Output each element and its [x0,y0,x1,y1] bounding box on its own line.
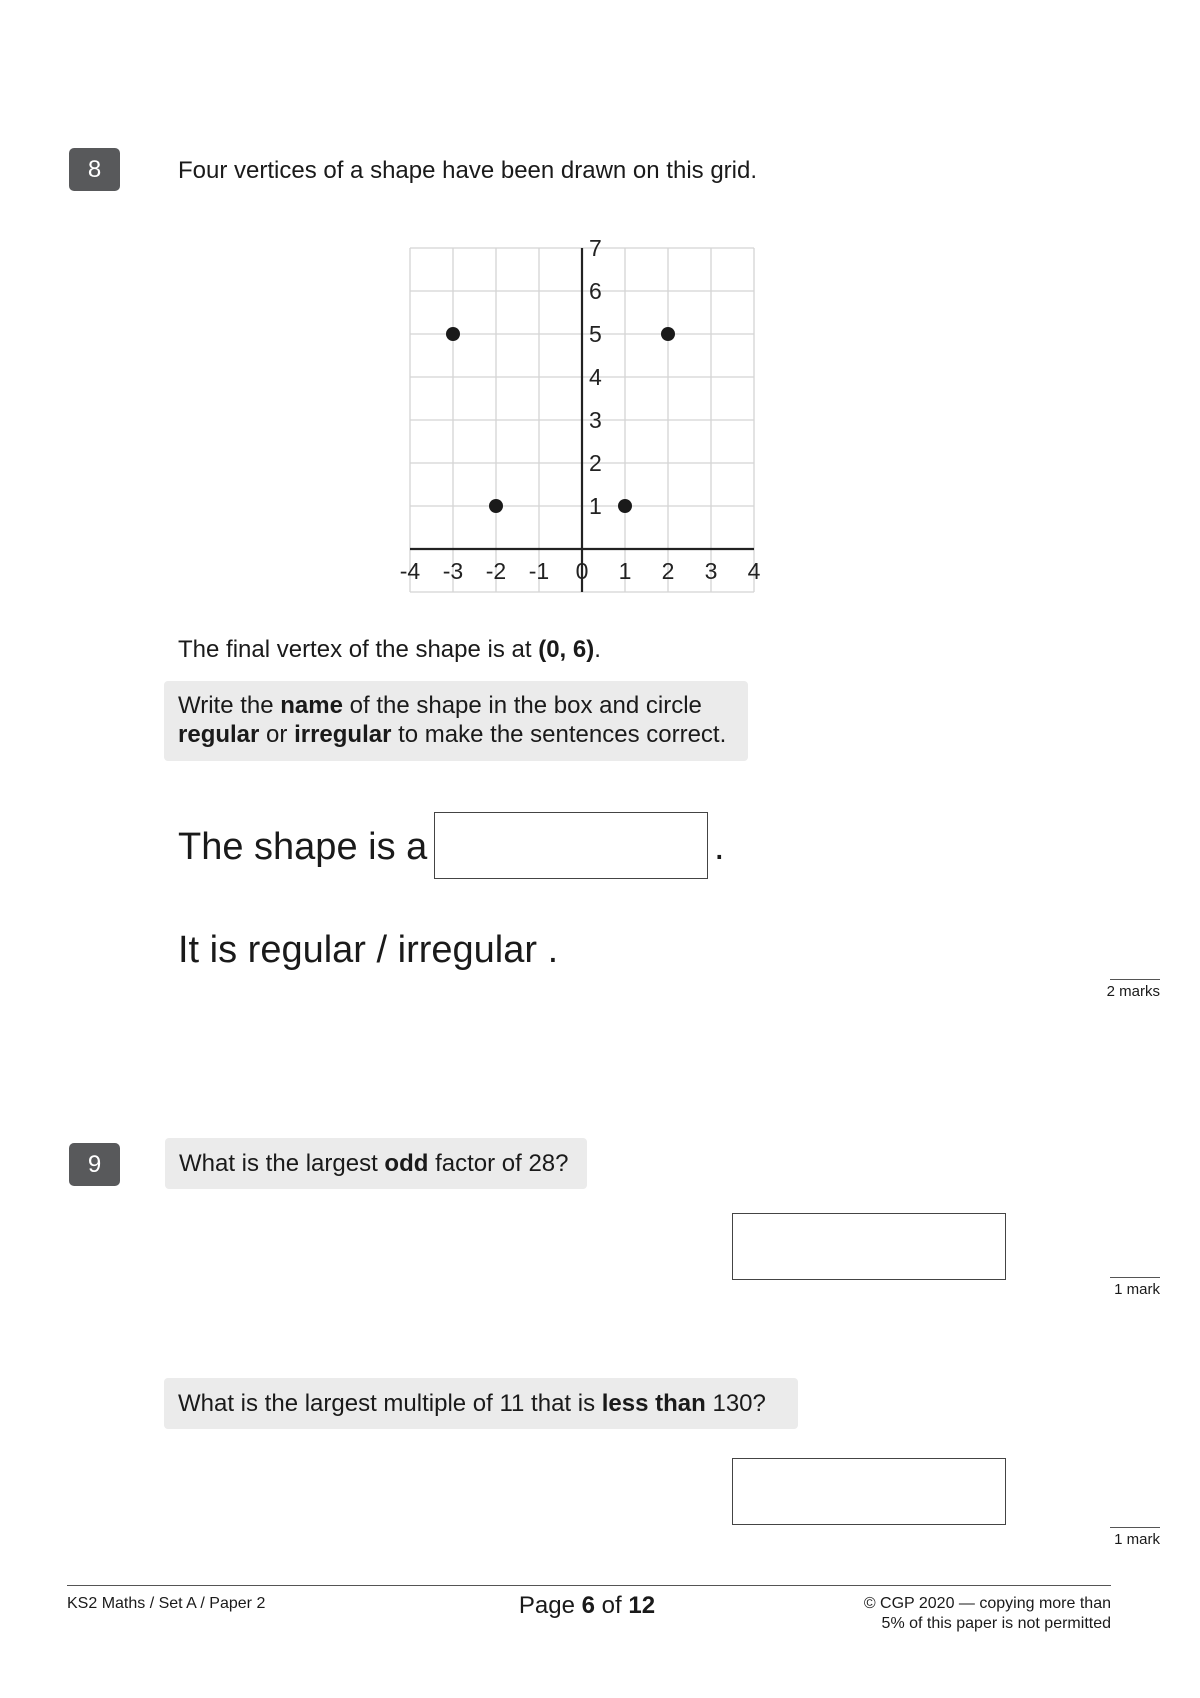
y-tick-label: 5 [589,321,602,347]
question-9a-answer-box[interactable] [732,1213,1006,1280]
x-tick-label: 3 [704,558,718,584]
regular-irregular-sentence[interactable]: It is regular / irregular . [178,929,559,971]
footer-paper-label: KS2 Maths / Set A / Paper 2 [67,1595,266,1612]
y-tick-label: 2 [589,450,602,476]
question-9a-prompt: What is the largest odd factor of 28? [165,1138,587,1189]
question-9b-marks: 1 mark [1110,1527,1160,1548]
x-tick-label: 2 [661,558,675,584]
final-vertex-text: The final vertex of the shape is at (0, 6). [178,636,601,663]
y-tick-label: 4 [589,364,602,390]
footer-page-number: Page 6 of 12 [518,1592,656,1619]
shape-sentence-prefix: The shape is a [178,826,428,868]
y-tick-label: 6 [589,278,602,304]
vertex-point [661,327,675,341]
shape-sentence-period: . [714,826,725,868]
question-8-intro: Four vertices of a shape have been drawn on this grid. [178,157,757,184]
copyright-line-2: 5% of this paper is not permitted [881,1615,1111,1632]
y-tick-label: 1 [589,493,602,519]
question-9b-prompt: What is the largest multiple of 11 that is less than 130? [164,1378,798,1429]
shape-name-answer-box[interactable] [434,812,708,879]
footer-rule [67,1585,1111,1586]
coordinate-grid [390,230,780,600]
x-tick-label: 4 [747,558,761,584]
marks-line [1110,979,1160,980]
y-tick-label: 3 [589,407,602,433]
x-tick-label: -2 [485,558,507,584]
x-tick-label: -4 [399,558,421,584]
x-tick-label: 0 [575,558,589,584]
copyright-line-1: © CGP 2020 — copying more than [863,1595,1111,1612]
marks-line [1110,1527,1160,1528]
question-9a-marks: 1 mark [1110,1277,1160,1298]
vertex-point [489,499,503,513]
y-tick-label: 7 [589,235,602,261]
question-number-8: 8 [69,148,120,191]
footer-copyright [864,1594,1111,1634]
question-8-instruction: Write the name of the shape in the box and circle regular or irregular to make the sentences correct. [164,681,748,761]
marks-line [1110,1277,1160,1278]
question-number-9: 9 [69,1143,120,1186]
x-tick-label: 1 [618,558,632,584]
vertex-point [446,327,460,341]
x-tick-label: -3 [442,558,464,584]
vertex-point [618,499,632,513]
x-tick-label: -1 [528,558,550,584]
question-9b-answer-box[interactable] [732,1458,1006,1525]
question-8-marks: 2 marks [1107,979,1160,1000]
